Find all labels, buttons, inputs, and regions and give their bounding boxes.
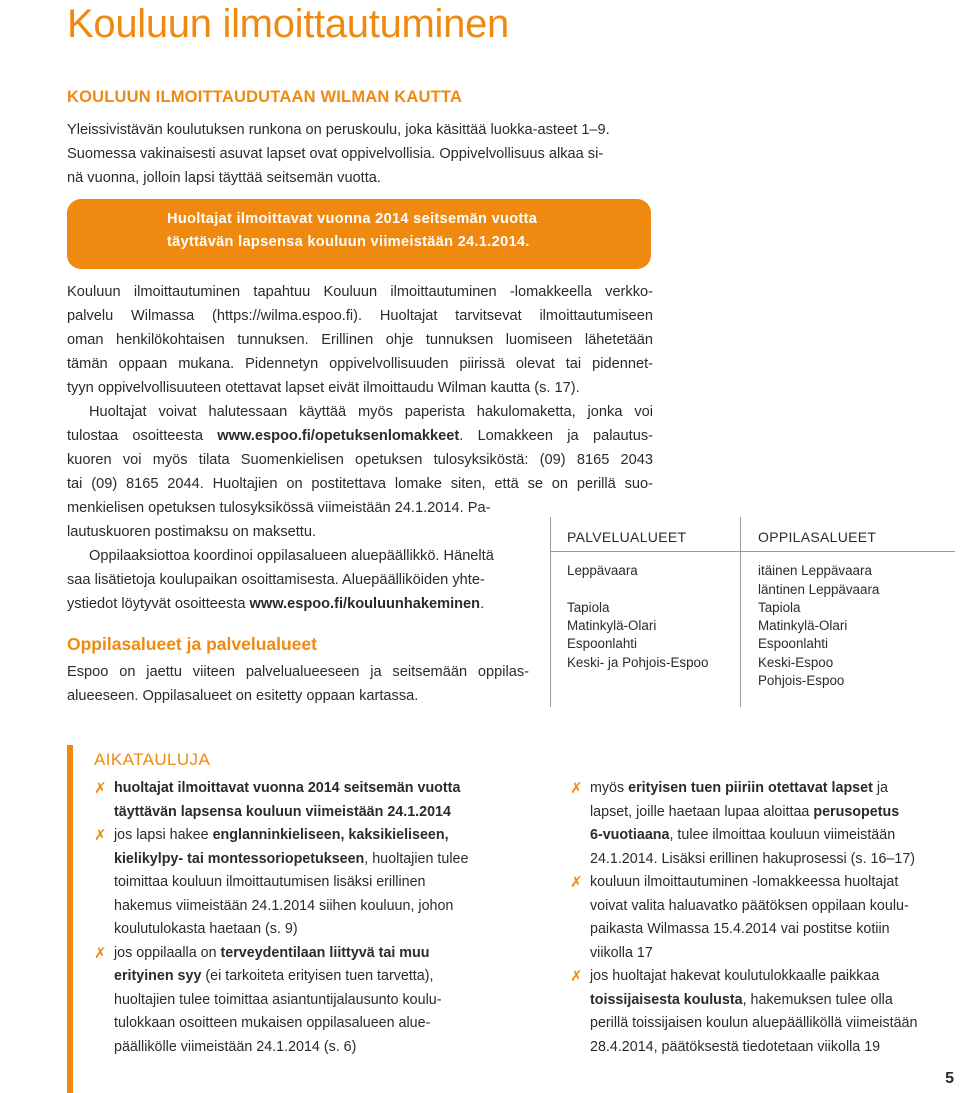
schedule-item-line [114, 777, 524, 801]
emphasis-text: perusopetus [813, 803, 900, 820]
schedule-item [94, 777, 524, 824]
table-cell: Tapiola [567, 599, 610, 615]
body-line: oman henkilökohtaisen tunnuksen. Erillinen ohje tunnuksen luomiseen lähetetään [67, 332, 653, 348]
table-cell: Leppävaara [567, 563, 638, 579]
cross-mark-icon: ✗ [570, 780, 583, 797]
paper-line: kuoren voi myös tilata Suomenkielisen opetuksen tulosyksiköstä: (09) 8165 2043 [67, 452, 653, 468]
table-divider [740, 517, 741, 707]
paper-line [67, 424, 653, 448]
school-application-link[interactable]: www.espoo.fi/kouluunhakeminen [249, 596, 481, 612]
schedule-item [570, 965, 955, 1059]
schedule-item [570, 777, 955, 871]
page-number: 5 [945, 1070, 954, 1087]
item-text: toimittaa kouluun ilmoittautumisen lisäksi erillinen [114, 874, 426, 890]
body-line: palvelu Wilmassa (https://wilma.espoo.fi). Huoltajat tarvitsevat ilmoittautumiseen [67, 308, 653, 324]
cross-mark-icon: ✗ [94, 780, 107, 797]
item-text: koulutulokasta haetaan (s. 9) [114, 921, 298, 937]
schedule-item-line [590, 942, 955, 966]
item-text: 24.1.2014. Lisäksi erillinen hakuprosessi (s. 16–17) [590, 850, 916, 867]
callout-line: Huoltajat ilmoittavat vuonna 2014 seitsemän vuotta [167, 211, 538, 227]
schedule-item-line [114, 942, 524, 966]
schedule-item-line [114, 871, 524, 895]
cross-mark-icon: ✗ [94, 827, 107, 844]
coord-line-text: . [480, 596, 485, 612]
schedule-item-line [590, 918, 955, 942]
areas-paragraph [67, 660, 529, 708]
intro-line: nä vuonna, jolloin lapsi täyttää seitsemän vuotta. [67, 170, 381, 186]
column-header: PALVELUALUEET [567, 529, 687, 545]
table-column-school-areas [758, 528, 879, 690]
table-cell: Matinkylä-Olari [567, 618, 657, 634]
schedule-item-line [590, 824, 955, 848]
item-text: ja [872, 780, 888, 796]
item-text: päällikölle viimeistään 24.1.2014 (s. 6) [114, 1038, 357, 1055]
item-text: , huoltajien tulee [364, 850, 469, 867]
schedule-item-line [590, 989, 955, 1013]
page-title: Kouluun ilmoittautuminen [67, 2, 509, 46]
item-text: 28.4.2014, päätöksestä tiedotetaan viikolla 19 [590, 1038, 881, 1055]
section-heading-areas: Oppilasalueet ja palvelualueet [67, 634, 317, 654]
cross-mark-icon: ✗ [570, 874, 583, 891]
schedule-item-line [114, 848, 524, 872]
paper-line: lautuskuoren postimaksu on maksettu. [67, 524, 317, 540]
schedule-item [94, 824, 524, 942]
table-cell: Pohjois-Espoo [758, 673, 845, 689]
schedule-item-line [114, 989, 524, 1013]
item-text: jos oppilaalla on [114, 944, 221, 961]
item-text: voivat valita haluavatko päätöksen oppilaan koulu- [590, 897, 909, 914]
emphasis-text: englanninkieliseen, kaksikieliseen, [212, 827, 449, 843]
area-table [550, 517, 955, 707]
schedule-item-line [114, 824, 524, 848]
table-cell [567, 581, 708, 599]
coord-line [67, 592, 529, 616]
table-cell: Keski- ja Pohjois-Espoo [567, 654, 709, 670]
cross-mark-icon: ✗ [94, 944, 107, 962]
table-cell: Matinkylä-Olari [758, 618, 848, 634]
item-text: perillä toissijaisen koulun aluepäälliköllä viimeistään [590, 1015, 918, 1031]
item-text: (ei tarkoiteta erityisen tuen tarvetta), [201, 968, 434, 984]
table-column-service-areas [567, 528, 708, 672]
schedule-item-line [590, 871, 955, 895]
coord-line-text: ystiedot löytyvät osoitteesta [67, 596, 250, 612]
intro-line: Suomessa vakinaisesti asuvat lapset ovat oppivelvollisia. Oppivelvollisuus alkaa si- [67, 146, 604, 162]
item-text: kouluun ilmoittautuminen -lomakkeessa huoltajat [590, 874, 899, 890]
emphasis-text: erityinen syy [114, 968, 202, 984]
body-line: tämän oppaan mukana. Pidennetyn oppivelvollisuuden piirissä olevat tai pidennet- [67, 356, 653, 372]
schedule-item-line [114, 1012, 524, 1036]
deadline-callout [67, 199, 651, 269]
schedule-item-line [590, 1036, 955, 1060]
section-heading-wilma: KOULUUN ILMOITTAUDUTAAN WILMAN KAUTTA [67, 88, 463, 106]
paper-line: Huoltajat voivat halutessaan käyttää myös paperista hakulomaketta, jonka voi [89, 404, 653, 420]
paper-form-link[interactable]: www.espoo.fi/opetuksenlomakkeet [217, 428, 460, 444]
table-cell: läntinen Leppävaara [758, 581, 880, 597]
schedule-item-line [590, 801, 955, 825]
emphasis-text: täyttävän lapsensa kouluun viimeistään 24.1.2014 [114, 803, 451, 820]
item-text: , tulee ilmoittaa kouluun viimeistään [669, 827, 896, 843]
schedule-item-line [590, 965, 955, 989]
table-cell: Espoonlahti [758, 636, 828, 652]
schedule-item-line [114, 965, 524, 989]
item-text: viikolla 17 [590, 944, 653, 961]
callout-line: täyttävän lapsensa kouluun viimeistään 24.1.2014. [167, 234, 530, 250]
areas-line: alueeseen. Oppilasalueet on esitetty oppaan kartassa. [67, 688, 419, 704]
emphasis-text: terveydentilaan liittyvä tai muu [220, 944, 430, 961]
item-text: jos huoltajat hakevat koulutulokkaalle paikkaa [590, 968, 880, 984]
schedule-heading: AIKATAULUJA [94, 750, 211, 769]
item-text: , hakemuksen tulee olla [742, 991, 893, 1008]
schedule-item-line [114, 895, 524, 919]
schedule-item-line [590, 848, 955, 872]
item-text: lapset, joille haetaan lupaa aloittaa [590, 803, 814, 820]
emphasis-text: toissijaisesta koulusta [590, 991, 743, 1008]
accent-bar [67, 745, 73, 1093]
body-line: Kouluun ilmoittautuminen tapahtuu Kouluun ilmoittautuminen -lomakkeella verkko- [67, 284, 653, 300]
cross-mark-icon: ✗ [570, 968, 583, 985]
table-divider [550, 517, 551, 707]
table-cell: Tapiola [758, 599, 801, 615]
item-text: myös [590, 780, 629, 796]
emphasis-text: huoltajat ilmoittavat vuonna 2014 seitsemän vuotta [114, 780, 461, 796]
paper-line-text: tulostaa osoitteesta [67, 428, 218, 444]
paper-line-text: . Lomakkeen ja palautus- [459, 428, 653, 444]
areas-line: Espoo on jaettu viiteen palvelualueeseen ja seitsemään oppilas- [67, 664, 529, 680]
schedule-box [67, 745, 960, 1093]
item-text: tulokkaan osoitteen mukaisen oppilasalueen alue- [114, 1015, 431, 1031]
intro-paragraph [67, 118, 667, 190]
table-cell: itäinen Leppävaara [758, 563, 872, 579]
schedule-list-right [570, 777, 955, 1059]
emphasis-text: kielikylpy- tai montessoriopetukseen [114, 850, 365, 867]
intro-line: Yleissivistävän koulutuksen runkona on peruskoulu, joka käsittää luokka-asteet 1–9. [67, 122, 610, 138]
schedule-item-line [114, 1036, 524, 1060]
schedule-list-left [94, 777, 524, 1059]
schedule-item-line [114, 918, 524, 942]
table-cell: Espoonlahti [567, 636, 637, 652]
coord-line: saa lisätietoja koulupaikan osoittamisesta. Aluepäälliköiden yhte- [67, 572, 485, 588]
item-text: hakemus viimeistään 24.1.2014 siihen kouluun, johon [114, 897, 454, 914]
item-text: paikasta Wilmassa 15.4.2014 vai postitse kotiin [590, 921, 890, 937]
schedule-item-line [590, 777, 955, 801]
column-header: OPPILASALUEET [758, 529, 877, 545]
item-text: jos lapsi hakee [114, 827, 213, 843]
table-cell: Keski-Espoo [758, 654, 834, 670]
schedule-item-line [114, 801, 524, 825]
coord-line: Oppilaaksiottoa koordinoi oppilasalueen aluepäällikkö. Häneltä [89, 548, 494, 564]
item-text: huoltajien tulee toimittaa asiantuntijalausunto koulu- [114, 991, 442, 1008]
emphasis-text: 6-vuotiaana [590, 827, 670, 843]
paper-line: tai (09) 8165 2044. Huoltajien on postitettava lomake siten, että se on perillä suo- [67, 476, 653, 492]
paper-line: menkielisen opetuksen tulosyksikössä viimeistään 24.1.2014. Pa- [67, 500, 491, 516]
emphasis-text: erityisen tuen piiriin otettavat lapset [628, 780, 873, 796]
wilma-body-paragraph [67, 280, 653, 520]
schedule-item-line [590, 895, 955, 919]
coordination-paragraph [67, 520, 529, 616]
body-line: tyyn oppivelvollisuuteen otettavat lapset eivät ilmoittaudu Wilman kautta (s. 17). [67, 380, 580, 396]
schedule-item [94, 942, 524, 1060]
schedule-item-line [590, 1012, 955, 1036]
schedule-item [570, 871, 955, 965]
